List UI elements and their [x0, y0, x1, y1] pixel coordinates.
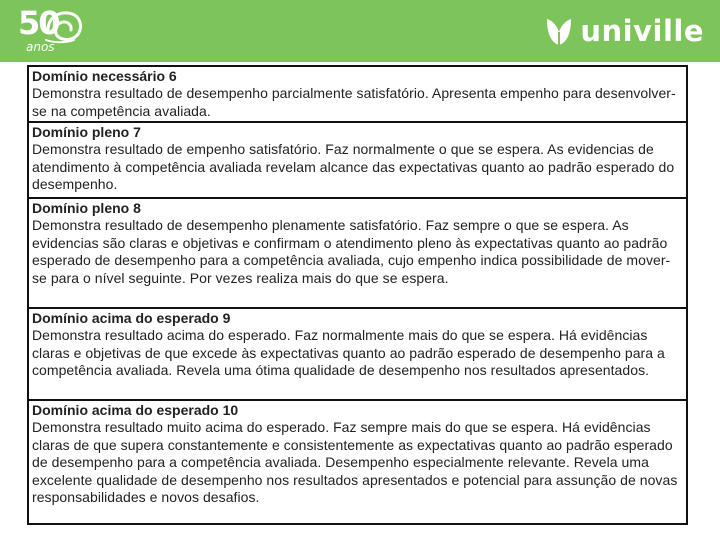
- level-row: [29, 123, 686, 199]
- level-description: Demonstra resultado acima do esperado. Faz normalmente mais do que se espera. Há evidências claras e objetivas de que excede às expectativas quanto ao padrão esperado de desempenho para a competência avaliada. Revela uma ótima qualidade de desempenho nos resultados apresentados.: [32, 327, 665, 379]
- level-title: Domínio acima do esperado 9: [32, 310, 231, 326]
- level-description: Demonstra resultado de desempenho parcialmente satisfatório. Apresenta empenho para desenvolver-se na competência avaliada.: [32, 85, 676, 119]
- level-row: [29, 67, 686, 123]
- level-row: [29, 199, 686, 309]
- anniversary-number: 50: [18, 4, 59, 42]
- level-title: Domínio acima do esperado 10: [32, 402, 239, 418]
- level-row: [29, 401, 686, 523]
- level-title: Domínio pleno 8: [32, 200, 141, 216]
- performance-levels-table: [27, 65, 688, 525]
- level-description: Demonstra resultado de empenho satisfatório. Faz normalmente o que se espera. As evidencias de atendimento à competência avaliada revelam alcance das expectativas quanto ao padrão esperado do desempenho.: [32, 141, 675, 193]
- brand-name: univille: [580, 14, 704, 48]
- univille-logo: [544, 12, 704, 50]
- level-description: Demonstra resultado de desempenho plenamente satisfatório. Faz sempre o que se espera. As evidencias são claras e objetivas e confirmam o atendimento pleno às expectativas quanto ao padrão esperado de desempenho para a competência avaliada, cujo empenho indica possibilidade de mover-se para o nível seguinte. Por vezes realiza mais do que se espera.: [32, 217, 671, 286]
- anniversary-logo: [14, 6, 84, 56]
- anniversary-word: anos: [26, 40, 55, 54]
- level-title: Domínio pleno 7: [32, 124, 141, 140]
- level-title: Domínio necessário 6: [32, 68, 177, 84]
- leaf-logo-icon: [544, 15, 574, 47]
- level-description: Demonstra resultado muito acima do esperado. Faz sempre mais do que se espera. Há evidências claras de que supera constantemente e consistentemente as expectativas quanto ao padrão esperado de desempenho para a competência avaliada. Desempenho especialmente relevante. Revela uma excelente qualidade de desempenho nos resultados apresentados e potencial para assunção de novas responsabilidades e novos desafios.: [32, 419, 678, 506]
- level-row: [29, 309, 686, 401]
- header-bar: [0, 0, 720, 62]
